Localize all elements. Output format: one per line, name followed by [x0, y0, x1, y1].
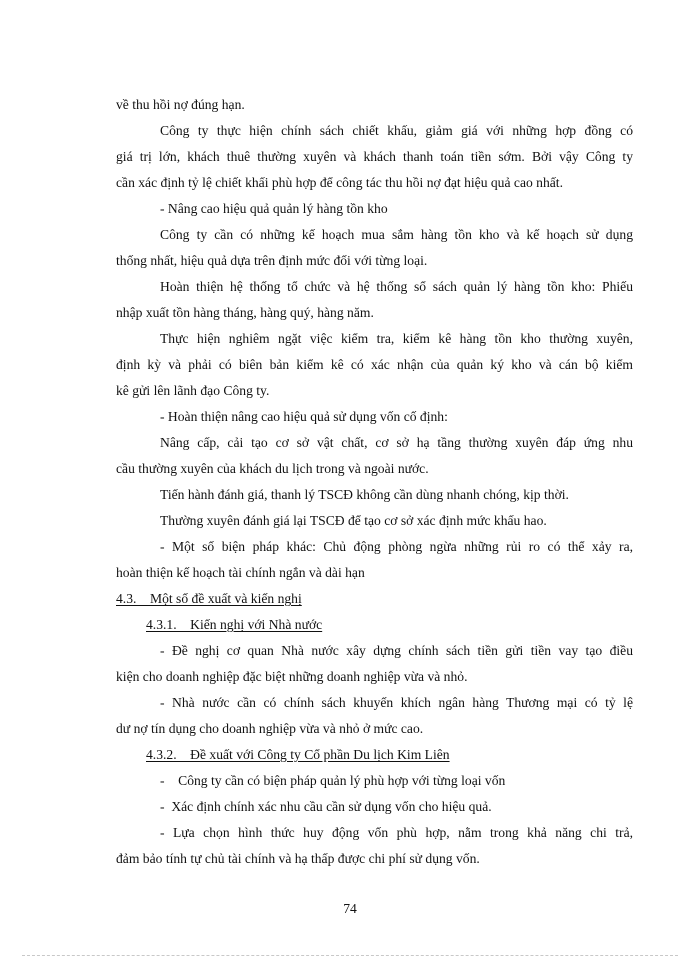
paragraph-line: kiện cho doanh nghiệp đặc biệt những doanh nghiệp vừa và nhỏ.: [116, 669, 468, 684]
bullet-heading: - Hoàn thiện nâng cao hiệu quả sử dụng vốn cố định:: [160, 409, 448, 424]
paragraph-line: Thường xuyên đánh giá lại TSCĐ để tạo cơ sở xác định mức khấu hao.: [160, 513, 547, 528]
paragraph-line: Nâng cấp, cải tạo cơ sở vật chất, cơ sở hạ tầng thường xuyên đáp ứng nhu: [160, 435, 633, 450]
paragraph-line: giá trị lớn, khách thuê thường xuyên và khách thanh toán tiền sớm. Bởi vậy Công ty: [116, 149, 633, 164]
paragraph-line: nhập xuất tồn hàng tháng, hàng quý, hàng năm.: [116, 305, 374, 320]
bullet-heading: - Nâng cao hiệu quả quản lý hàng tồn kho: [160, 201, 388, 216]
paragraph-line: Hoàn thiện hệ thống tổ chức và hệ thống sổ sách quản lý hàng tồn kho: Phiếu: [160, 279, 633, 294]
paragraph-line: Công ty thực hiện chính sách chiết khấu, giảm giá với những hợp đồng có: [160, 123, 633, 138]
paragraph-line: hoàn thiện kế hoạch tài chính ngắn và dài hạn: [116, 565, 365, 580]
paragraph-line: dư nợ tín dụng cho doanh nghiệp vừa và nhỏ ở mức cao.: [116, 721, 424, 736]
list-item: - Công ty cần có biện pháp quản lý phù hợp với từng loại vốn: [160, 773, 506, 788]
page-number: 74: [343, 901, 357, 916]
subsection-heading: 4.3.1. Kiến nghị với Nhà nước: [146, 617, 323, 632]
paragraph-line: Thực hiện nghiêm ngặt việc kiểm tra, kiểm kê hàng tồn kho thường xuyên,: [160, 331, 633, 346]
list-item: - Xác định chính xác nhu cầu cần sử dụng vốn cho hiệu quả.: [160, 799, 492, 814]
paragraph-line: - Nhà nước cần có chính sách khuyến khích ngân hàng Thương mại có tỷ lệ: [160, 695, 633, 710]
subsection-heading: 4.3.2. Đề xuất với Công ty Cổ phần Du lịch Kim Liên: [146, 747, 450, 762]
paragraph-line: định kỳ và phải có biên bản kiểm kê có xác nhận của quản ký kho và cán bộ kiểm: [116, 357, 633, 372]
paragraph-line: cầu thường xuyên của khách du lịch trong và ngoài nước.: [116, 461, 429, 476]
paragraph-line: thống nhất, hiệu quả dựa trên định mức đối với từng loại.: [116, 253, 428, 268]
paragraph-line: Tiến hành đánh giá, thanh lý TSCĐ không cần dùng nhanh chóng, kịp thời.: [160, 487, 569, 502]
page-bottom-divider: [22, 955, 678, 956]
paragraph-line: Công ty cần có những kế hoạch mua sắm hàng tồn kho và kế hoạch sử dụng: [160, 227, 633, 242]
paragraph-line: - Một số biện pháp khác: Chủ động phòng ngừa những rủi ro có thể xảy ra,: [160, 539, 633, 554]
list-item: - Lựa chọn hình thức huy động vốn phù hợp, nằm trong khả năng chi trả,: [160, 825, 633, 840]
section-heading: 4.3. Một số đề xuất và kiến nghị: [116, 591, 302, 606]
paragraph-line: kê gửi lên lãnh đạo Công ty.: [116, 383, 270, 398]
paragraph-line: về thu hồi nợ đúng hạn.: [116, 97, 245, 112]
paragraph-line: - Đề nghị cơ quan Nhà nước xây dựng chính sách tiền gửi tiền vay tạo điều: [160, 643, 633, 658]
paragraph-line: đảm bảo tính tự chủ tài chính và hạ thấp được chi phí sử dụng vốn.: [116, 851, 480, 866]
paragraph-line: cần xác định tỷ lệ chiết khấi phù hợp để công tác thu hồi nợ đạt hiệu quả cao nhất.: [116, 175, 563, 190]
